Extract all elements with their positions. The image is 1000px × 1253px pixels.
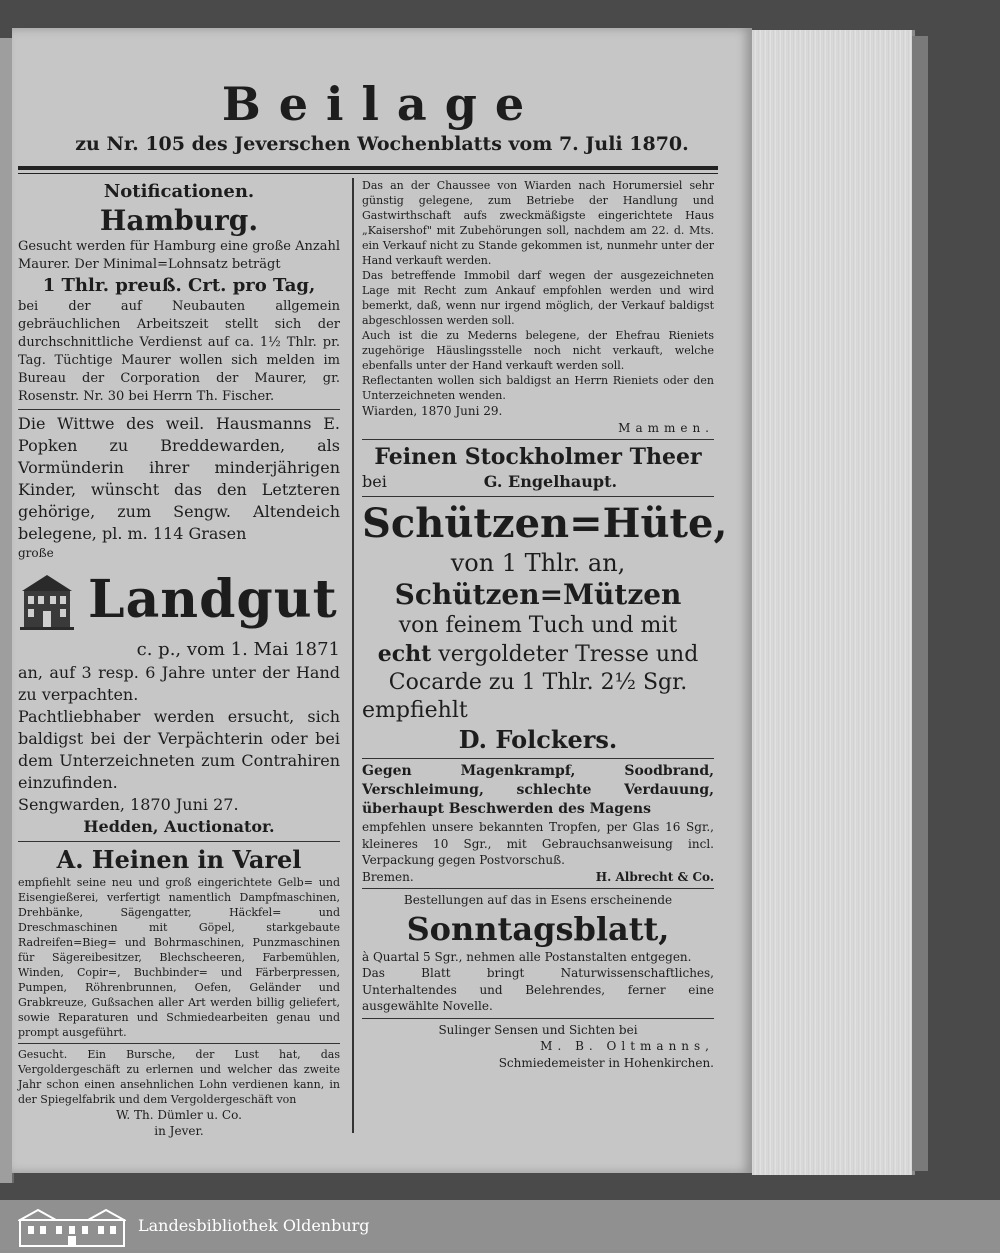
sonntagsblatt-title: Sonntagsblatt, [406,909,670,948]
library-name: Landesbibliothek Oldenburg [138,1216,370,1235]
magen-signature: H. Albrecht & Co. [595,869,714,884]
muetzen-line-2 [362,640,714,669]
column-divider [352,178,354,1133]
book-cover-edge [912,36,928,1171]
library-footer [0,1200,1000,1253]
library-building-icon [18,1206,126,1248]
wiarden-signature: Mammen. [618,420,714,435]
hamburg-text-2: bei der auf Neubauten allgemein gebräuchlichen Arbeitszeit stellt sich der durchschnittliche Verdienst auf ca. 1½ Thlr. pr. Tag. Tüchtige Maurer wollen sich melden im Bureau der Corporation der Maurer, gr. Rosenstr. Nr. 30 bei Herrn Th. Fischer. [18,299,340,404]
gesucht-place: in Jever. [154,1124,204,1138]
section-rule [362,496,714,497]
theer-title: Feinen Stockholmer Theer [374,444,702,470]
hamburg-text-1: Gesucht werden für Hamburg eine große Anzahl Maurer. Der Minimal=Lohnsatz beträgt [18,239,340,272]
theer-signature: G. Engelhaupt. [483,472,618,491]
medern-text: Auch ist die zu Mederns belegene, der Ehefrau Rieniets zugehörige Häuslingsstelle noch nicht verkauft, welche ebenfalls unter der Hand verkauft werden soll. [362,329,714,372]
sonntag-content: Das Blatt bringt Naturwissenschaftliches, Unterhaltendes und Belehrendes, ferner eine ausgewählte Novelle. [362,966,714,1013]
landgut-heading: Landgut [88,568,338,630]
left-column [18,180,340,1140]
folckers-signature: D. Folckers. [458,725,618,754]
sensen-signature: M. B. Oltmanns, [540,1039,714,1053]
sensen-place: Schmiedemeister in Hohenkirchen. [498,1055,714,1070]
landgut-invitation: Pachtliebhaber werden ersucht, sich baldigst bei der Verpächterin oder bei dem Unterzeichneten zum Contrahiren einzufinden. [18,706,340,792]
section-rule [18,409,340,410]
landgut-row [18,562,340,638]
sonntag-price: à Quartal 5 Sgr., nehmen alle Postanstalten entgegen. [362,949,692,964]
hamburg-title: Hamburg. [99,204,259,237]
section-rule [362,439,714,440]
landgut-signature: Hedden, Auctionator. [83,816,275,836]
header-rule-thin [18,173,718,174]
section-rule [362,888,714,889]
wiarden-place-date: Wiarden, 1870 Juni 29. [362,404,503,418]
book-page-edges [752,30,915,1175]
sensen-text: Sulinger Sensen und Sichten bei [438,1022,638,1037]
schuetzen-huete-title: Schützen=Hüte, [362,500,728,547]
gesucht-text: Gesucht. Ein Bursche, der Lust hat, das Vergoldergeschäft zu erlernen und welcher das zweite Jahr schon einen ansehnlichen Lohn verdienen kann, in der Spiegelfabrik und dem Vergoldergeschäft von [18,1047,340,1106]
landgut-place-date: Sengwarden, 1870 Juni 27. [18,794,239,814]
chaussee-text: Das an der Chaussee von Wiarden nach Horumersiel sehr günstig gelegene, zum Betriebe der Handlung und Gastwirthschaft aufs zweckmäßigste eingerichtete Haus „Kaisershof" mit Zubehörungen soll, nachdem am 22. d. Mts. ein Verkauf nicht zu Stande gekommen ist, nunmehr unter der Hand verkauft werden. [362,179,714,267]
section-rule [362,1018,714,1019]
supplement-subtitle: zu Nr. 105 des Jeverschen Wochenblatts vom 7. Juli 1870. [75,133,689,155]
magen-footer [362,869,714,886]
schuetzen-muetzen-title: Schützen=Mützen [394,578,682,611]
immobil-text: Das betreffende Immobil darf wegen der ausgezeichneten Lage mit Recht zum Ankauf empfohlen werden und wird bemerkt, daß, wenn nur irgend möglich, der Verkauf baldigst abgeschlossen werden soll. [362,269,714,327]
popken-text: Die Wittwe des weil. Hausmanns E. Popken zu Breddewarden, als Vormünderin ihrer minderjährigen Kinder, wünscht das den Letzteren gehörige, zum Sengw. Altendeich belegene, pl. m. 114 Grasen [18,414,340,543]
muetzen-line-1: von feinem Tuch und mit [398,613,678,638]
hamburg-wage: 1 Thlr. preuß. Crt. pro Tag, [42,275,316,296]
magen-heading: Gegen Magenkrampf, Soodbrand, Verschleimung, schlechte Verdauung, überhaupt Beschwerden des Magens [362,763,714,817]
manor-house-icon [18,569,76,631]
section-rule [18,841,340,842]
theer-bei: bei [362,472,387,491]
supplement-title: Beilage [221,77,543,131]
sonntag-intro: Bestellungen auf das in Esens erscheinende [403,893,673,907]
magen-text: empfehlen unsere bekannten Tropfen, per Glas 16 Sgr., kleineres 10 Sgr., mit Gebrauchsanweisung incl. Verpackung gegen Postvorschuß. [362,820,714,867]
heinen-title: A. Heinen in Varel [56,844,302,874]
landgut-terms: an, auf 3 resp. 6 Jahre unter der Hand zu verpachten. [18,662,340,704]
right-column [362,178,728,1071]
muetzen-line-2-text: vergoldeter Tresse und [438,642,699,667]
muetzen-echt: echt [377,641,432,667]
schuetzen-huete-price: von 1 Thlr. an, [450,549,626,577]
popken-grosse: große [18,546,54,560]
newspaper-page [12,28,752,1173]
header-rule-thick [18,166,718,170]
magen-place: Bremen. [362,869,414,884]
reflect-text: Reflectanten wollen sich baldigst an Herrn Rieniets oder den Unterzeichneten wenden. [362,374,714,402]
gesucht-signature: W. Th. Dümler u. Co. [116,1107,242,1122]
notifications-heading: Notificationen. [103,181,255,202]
section-rule [18,1043,340,1044]
landgut-date: c. p., vom 1. Mai 1871 [136,638,340,660]
muetzen-line-4: empfiehlt [362,698,468,723]
theer-line [362,471,714,493]
section-rule [362,758,714,759]
muetzen-line-3: Cocarde zu 1 Thlr. 2½ Sgr. [388,670,688,695]
heinen-text: empfiehlt seine neu und groß eingerichtete Gelb= und Eisengießerei, verfertigt namentlich Dampfmaschinen, Drehbänke, Sägengatter, Häckfel= und Dreschmaschinen mit Göpel, starkgebaute Radreifen=Bieg= und Bohrmaschinen, Punzmaschinen für Sägereibesitzer, Blechscheeren, Farbemühlen, Winden, Copir=, Buchbinder= und Färberpressen, Pumpen, Röhrenbrunnen, Oefen, Geländer und Grabkreuze, Gußsachen aller Art werden billig geliefert, sowie Reparaturen und Schmiedearbeiten genau und prompt ausgeführt. [18,875,340,1039]
